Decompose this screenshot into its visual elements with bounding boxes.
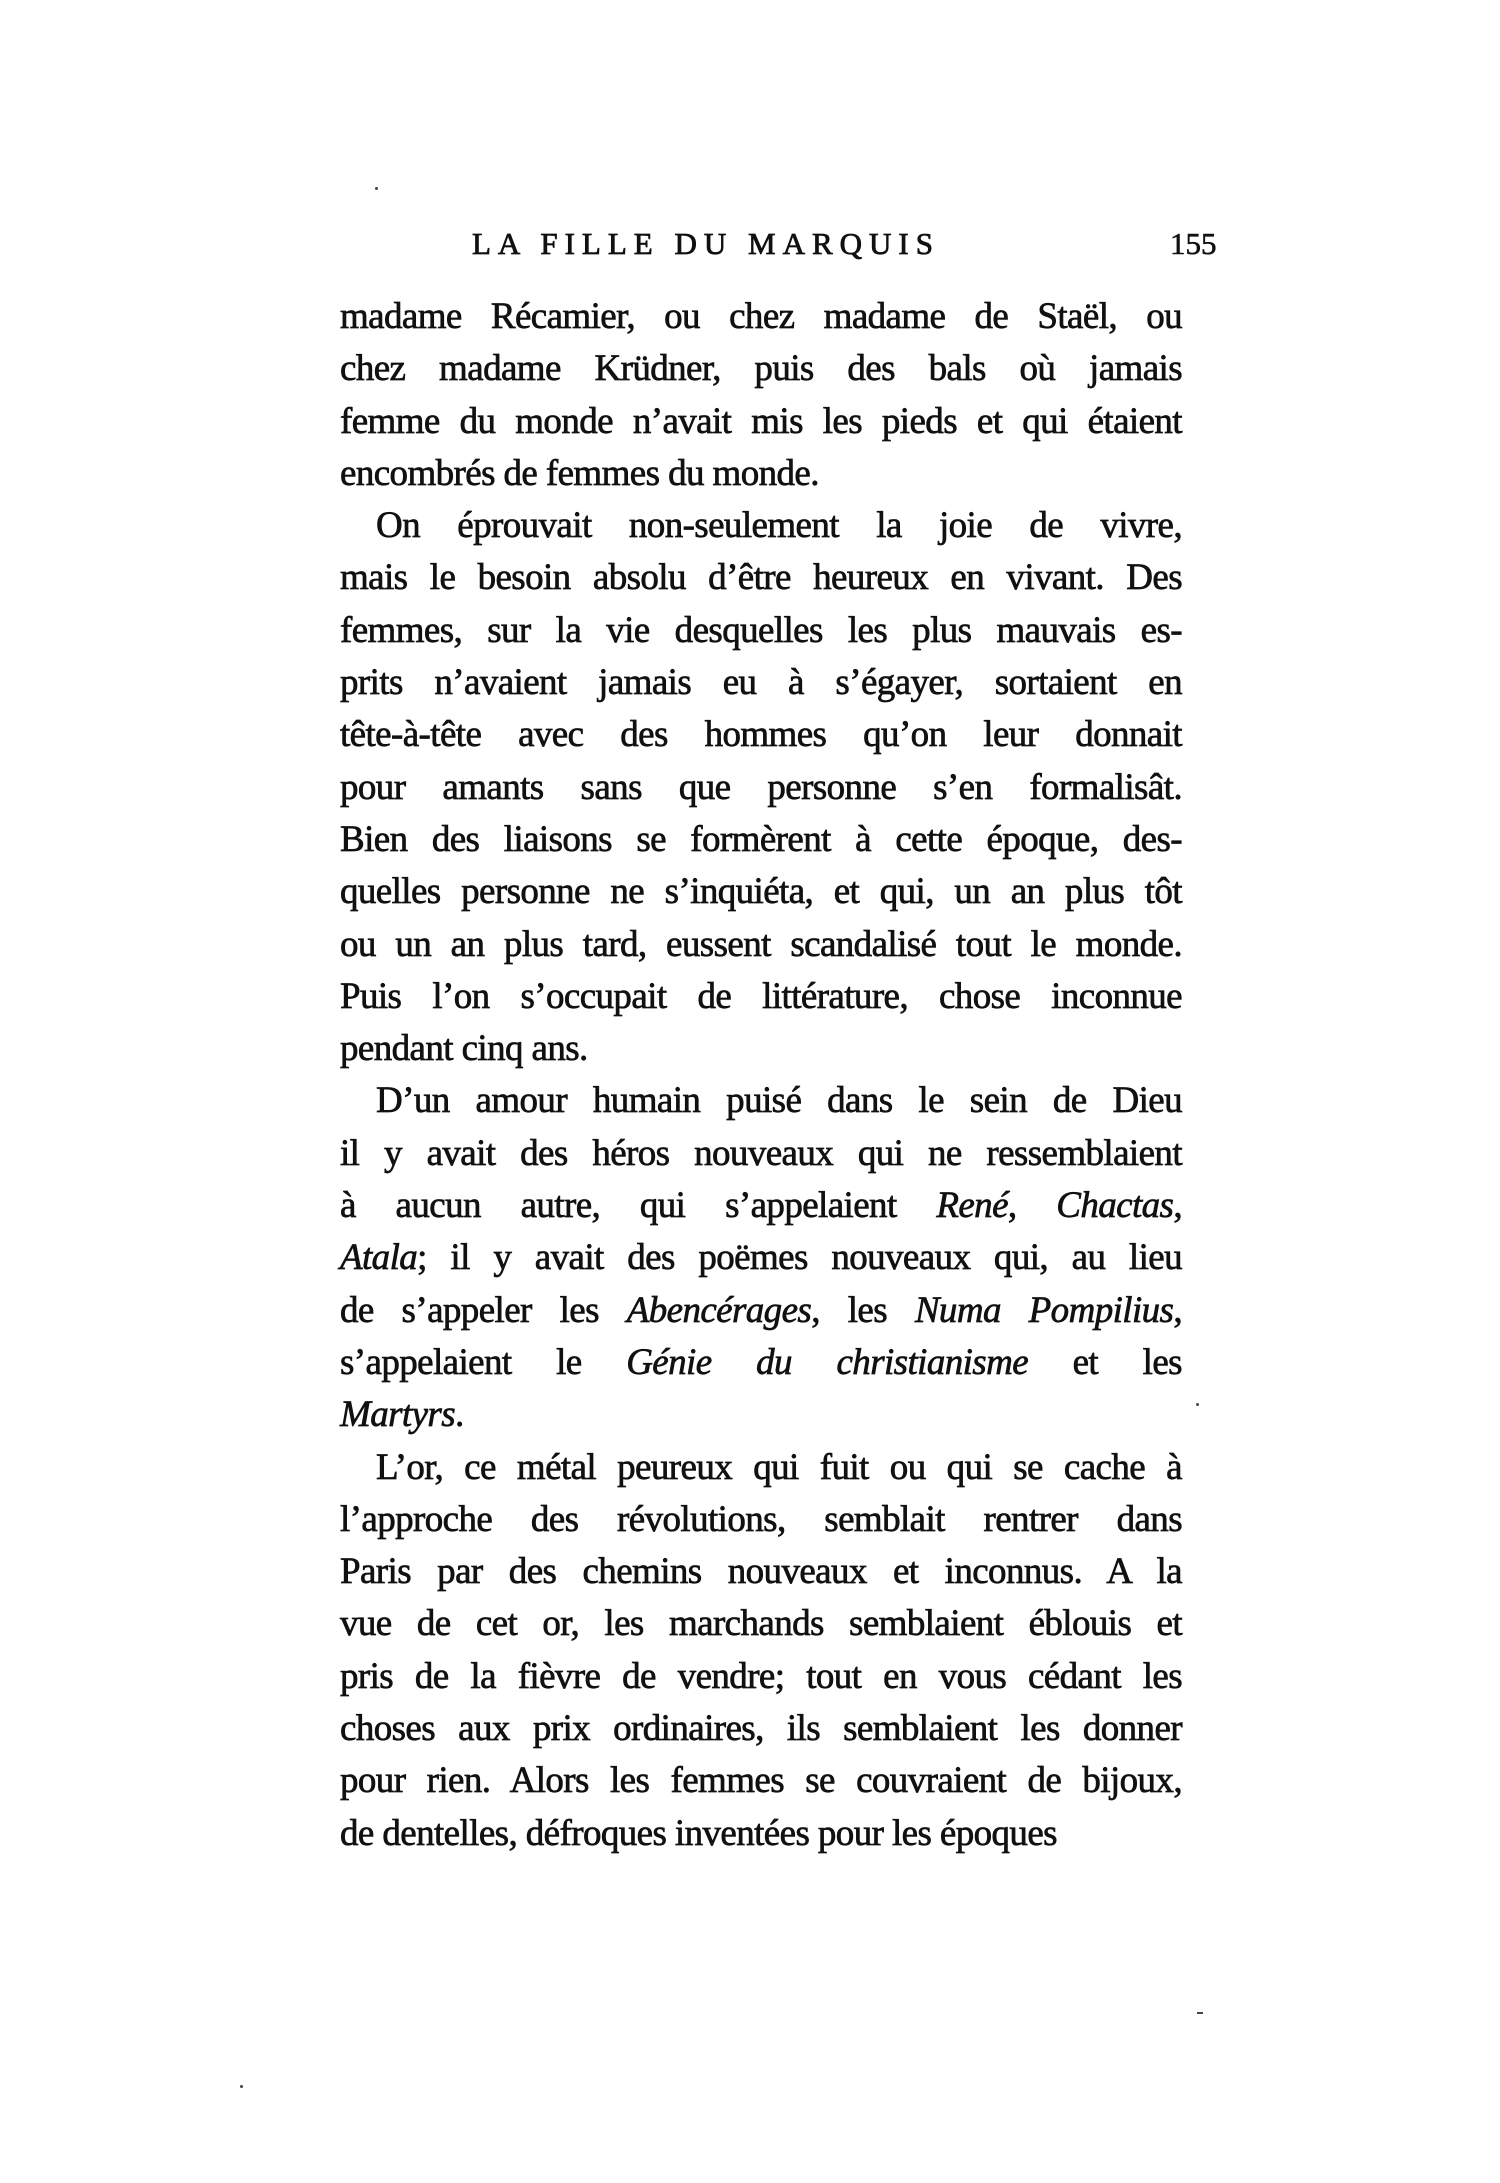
text-segment: il y avait des héros nouveaux qui ne ressemblaient: [340, 1132, 1182, 1174]
page-number: 155: [1170, 226, 1217, 261]
text-segment: Paris par des chemins nouveaux et inconnus. A la: [340, 1551, 1182, 1593]
text-line: [340, 1180, 1182, 1232]
text-line: [340, 1442, 1182, 1494]
text-segment: Puis l’on s’occupait de littérature, chose inconnue: [340, 975, 1182, 1017]
text-segment: ; il y avait des poëmes nouveaux qui, au lieu: [417, 1237, 1182, 1279]
text-segment: de dentelles, défroques inventées pour les époques: [340, 1812, 1057, 1854]
italic-title: Génie du christianisme: [626, 1341, 1029, 1383]
text-line: [340, 1285, 1182, 1337]
text-segment: mais le besoin absolu d’être heureux en vivant. Des: [340, 557, 1182, 599]
text-segment: femmes, sur la vie desquelles les plus mauvais es-: [340, 609, 1182, 651]
text-line: [340, 1546, 1182, 1598]
text-segment: D’un amour humain puisé dans le sein de Dieu: [376, 1080, 1182, 1122]
text-segment: madame Récamier, ou chez madame de Staël, ou: [340, 296, 1182, 337]
text-segment: ,: [1173, 1185, 1182, 1227]
text-segment: s’appelaient le: [340, 1341, 627, 1383]
text-segment: choses aux prix ordinaires, ils semblaient les donner: [340, 1708, 1182, 1750]
text-segment: .: [455, 1394, 464, 1436]
running-title: LA FILLE DU MARQUIS: [472, 226, 940, 261]
text-line: [340, 971, 1182, 1023]
text-line: [340, 1494, 1182, 1546]
text-segment: pris de la fièvre de vendre; tout en vous cédant les: [340, 1655, 1182, 1697]
italic-title: Abencérages: [626, 1289, 812, 1331]
text-segment: vue de cet or, les marchands semblaient éblouis et: [340, 1603, 1182, 1645]
scan-speck: [375, 187, 378, 190]
text-line: [340, 605, 1182, 657]
text-segment: ou un an plus tard, eussent scandalisé tout le monde.: [340, 923, 1182, 965]
body-text: [340, 291, 1182, 1860]
text-segment: et les: [1028, 1341, 1182, 1383]
text-line: [340, 1023, 1182, 1075]
text-segment: femme du monde n’avait mis les pieds et qui étaient: [340, 400, 1182, 442]
text-segment: de s’appeler les: [340, 1289, 627, 1331]
italic-title: Chactas: [1056, 1185, 1174, 1227]
scan-speck: [1197, 2012, 1203, 2014]
text-segment: quelles personne ne s’inquiéta, et qui, un an plus tôt: [340, 871, 1182, 913]
text-segment: ,: [1007, 1185, 1057, 1227]
text-line: [340, 709, 1182, 761]
text-line: [340, 1651, 1182, 1703]
text-segment: chez madame Krüdner, puis des bals où jamais: [340, 348, 1182, 390]
text-line: [340, 1808, 1182, 1860]
scan-speck: [1196, 1403, 1199, 1406]
text-segment: ,: [1173, 1289, 1182, 1331]
text-segment: pendant cinq ans.: [340, 1028, 588, 1070]
text-line: [340, 919, 1182, 971]
text-segment: encombrés de femmes du monde.: [340, 452, 819, 494]
text-segment: l’approche des révolutions, semblait rentrer dans: [340, 1498, 1182, 1540]
text-segment: Bien des liaisons se formèrent à cette époque, des-: [340, 818, 1182, 860]
scan-speck: [240, 2085, 243, 2088]
italic-title: Martyrs: [340, 1394, 456, 1436]
text-line: [340, 1075, 1182, 1127]
text-segment: pour amants sans que personne s’en formalisât.: [340, 766, 1182, 808]
text-segment: à aucun autre, qui s’appelaient: [340, 1185, 937, 1227]
text-line: [340, 552, 1182, 604]
text-segment: On éprouvait non-seulement la joie de vivre,: [376, 505, 1182, 547]
text-line: [340, 1128, 1182, 1180]
text-segment: L’or, ce métal peureux qui fuit ou qui se cache à: [376, 1446, 1182, 1488]
text-line: [340, 762, 1182, 814]
text-segment: , les: [811, 1289, 915, 1331]
text-line: [340, 1703, 1182, 1755]
text-line: [340, 500, 1182, 552]
text-line: [340, 396, 1182, 448]
text-segment: prits n’avaient jamais eu à s’égayer, sortaient en: [340, 662, 1182, 704]
text-line: [340, 814, 1182, 866]
text-line: [340, 448, 1182, 500]
text-line: [340, 1755, 1182, 1807]
text-line: [340, 866, 1182, 918]
italic-title: Atala: [340, 1237, 418, 1279]
text-line: [340, 1389, 1182, 1441]
italic-title: Numa Pompilius: [914, 1289, 1174, 1331]
text-line: [340, 1337, 1182, 1389]
text-segment: pour rien. Alors les femmes se couvraient de bijoux,: [340, 1760, 1182, 1802]
text-line: [340, 657, 1182, 709]
text-line: [340, 291, 1182, 343]
text-line: [340, 1232, 1182, 1284]
text-line: [340, 343, 1182, 395]
italic-title: René: [936, 1185, 1008, 1227]
text-line: [340, 1598, 1182, 1650]
text-segment: tête-à-tête avec des hommes qu’on leur donnait: [340, 714, 1182, 756]
